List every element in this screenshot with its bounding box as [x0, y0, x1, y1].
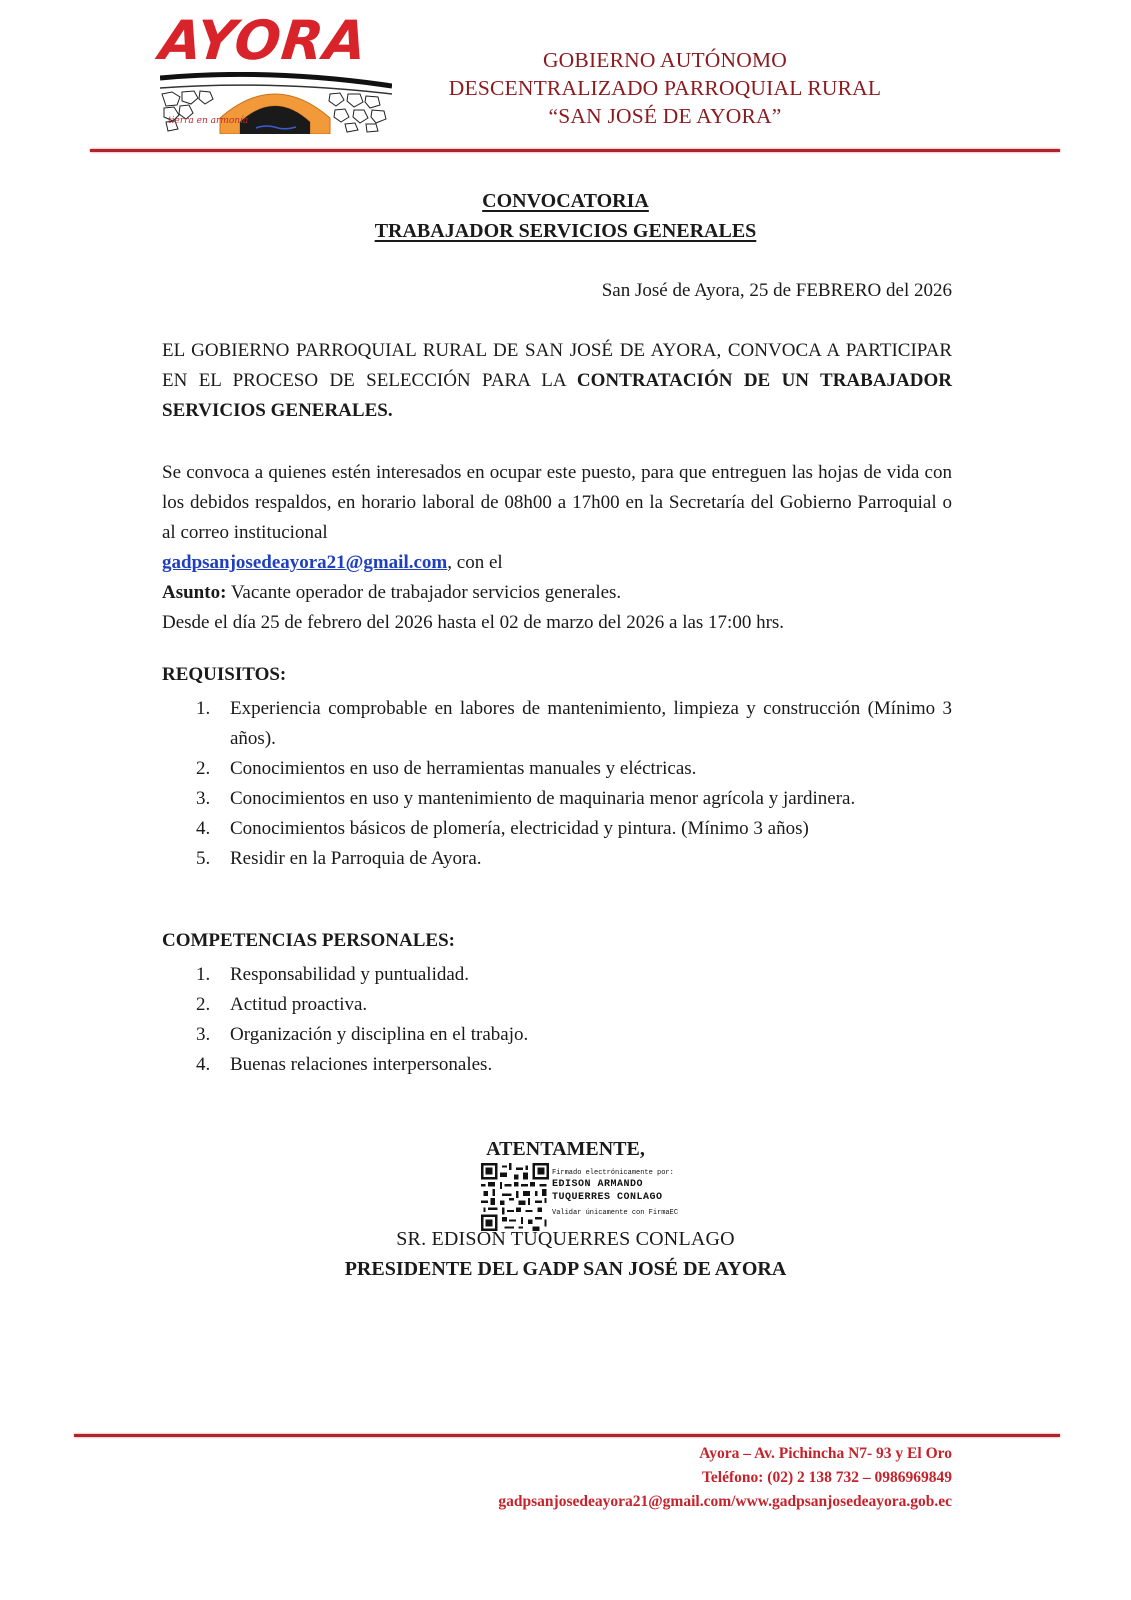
item-text: Conocimientos básicos de plomería, electricidad y pintura. (Mínimo 3 años) [230, 818, 809, 839]
org-title-line: GOBIERNO AUTÓNOMO [542, 48, 788, 72]
electronic-signature [552, 1168, 678, 1218]
intro-paragraph [162, 336, 952, 426]
list-item [196, 990, 952, 1020]
competencies-heading: COMPETENCIAS PERSONALES: [162, 930, 455, 951]
list-item [196, 814, 952, 844]
list-item [196, 754, 952, 784]
item-text: Conocimientos en uso y mantenimiento de maquinaria menor agrícola y jardinera. [230, 788, 856, 809]
item-text: Actitud proactiva. [230, 994, 368, 1015]
esig-name-line: EDISON ARMANDO [552, 1179, 644, 1190]
signer-role: PRESIDENTE DEL GADP SAN JOSÉ DE AYORA [344, 1258, 787, 1280]
list-item [196, 1020, 952, 1050]
requirements-list [196, 694, 952, 874]
call-text [162, 458, 952, 548]
item-number: 1. [196, 964, 211, 985]
intro-text: EL GOBIERNO PARROQUIAL RURAL DE SAN JOSÉ DE AYORA, CONVOCA A PARTICIPAR EN EL PROCESO DE SELECCIÓN PARA LA [162, 340, 952, 391]
footer-phone: Teléfono: (02) 2 138 732 – 0986969849 [702, 1469, 952, 1486]
footer-divider [74, 1434, 1060, 1437]
closing: ATENTAMENTE, [486, 1138, 645, 1160]
call-email-line [162, 548, 952, 578]
call-body: Se convoca a quienes estén interesados en ocupar este puesto, para que entreguen las hojas de vida con los debidos respaldos, en horario laboral de 08h00 a 17h00 en la Secretaría del Gobierno Parroquial o al correo institucional [162, 462, 952, 543]
item-text: Conocimientos en uso de herramientas manuales y eléctricas. [230, 758, 697, 779]
esig-name-line: TUQUERRES CONLAGO [552, 1192, 663, 1203]
document-title: CONVOCATORIA [482, 190, 649, 212]
item-text: Residir en la Parroquia de Ayora. [230, 848, 482, 869]
logo-wordmark: AYORA [156, 9, 371, 72]
deadline-line: Desde el día 25 de febrero del 2026 hasta el 02 de marzo del 2026 a las 17:00 hrs. [162, 612, 785, 633]
competencies-list [196, 960, 952, 1080]
signer-name: SR. EDISON TUQUERRES CONLAGO [396, 1228, 735, 1250]
item-text: Responsabilidad y puntualidad. [230, 964, 470, 985]
requirements-heading: REQUISITOS: [162, 664, 287, 685]
intro-bold-text: CONTRATACIÓN DE UN TRABAJADOR SERVICIOS GENERALES. [162, 370, 952, 421]
item-number: 2. [196, 758, 211, 779]
org-title-line: DESCENTRALIZADO PARROQUIAL RURAL [448, 76, 882, 100]
item-text: Experiencia comprobable en labores de mantenimiento, limpieza y construcción (Mínimo 3 años). [230, 698, 952, 749]
logo-tagline: tierra en armonía [168, 116, 249, 126]
item-number: 5. [196, 848, 211, 869]
list-item [196, 784, 952, 814]
subject-text: Vacante operador de trabajador servicios generales. [226, 582, 622, 603]
ayora-logo [156, 9, 392, 137]
item-number: 3. [196, 788, 211, 809]
list-item [196, 960, 952, 990]
call-paragraph [162, 458, 952, 638]
item-number: 4. [196, 1054, 211, 1075]
org-title [420, 46, 910, 130]
subject-label: Asunto: [162, 582, 227, 603]
list-item [196, 1050, 952, 1080]
qr-code-icon[interactable] [481, 1163, 549, 1231]
header-divider [90, 149, 1060, 152]
item-number: 4. [196, 818, 211, 839]
email-link[interactable]: gadpsanjosedeayora21@gmail.com [162, 552, 448, 573]
item-number: 1. [196, 698, 211, 719]
footer [498, 1442, 952, 1514]
esig-label: Firmado electrónicamente por: [552, 1169, 674, 1177]
email-suffix: , con el [447, 552, 503, 573]
item-text: Buenas relaciones interpersonales. [230, 1054, 493, 1075]
item-text: Organización y disciplina en el trabajo. [230, 1024, 529, 1045]
list-item [196, 694, 952, 754]
document-subtitle: TRABAJADOR SERVICIOS GENERALES [374, 220, 757, 242]
esig-validate: Validar únicamente con FirmaEC [552, 1209, 679, 1217]
item-number: 3. [196, 1024, 211, 1045]
org-title-line: “SAN JOSÉ DE AYORA” [548, 104, 782, 128]
footer-address: Ayora – Av. Pichincha N7- 93 y El Oro [699, 1445, 952, 1462]
list-item [196, 844, 952, 874]
item-number: 2. [196, 994, 211, 1015]
footer-contact[interactable]: gadpsanjosedeayora21@gmail.com/www.gadpsanjosedeayora.gob.ec [498, 1493, 952, 1510]
subject-line [162, 578, 952, 608]
date-line: San José de Ayora, 25 de FEBRERO del 2026 [601, 280, 952, 301]
